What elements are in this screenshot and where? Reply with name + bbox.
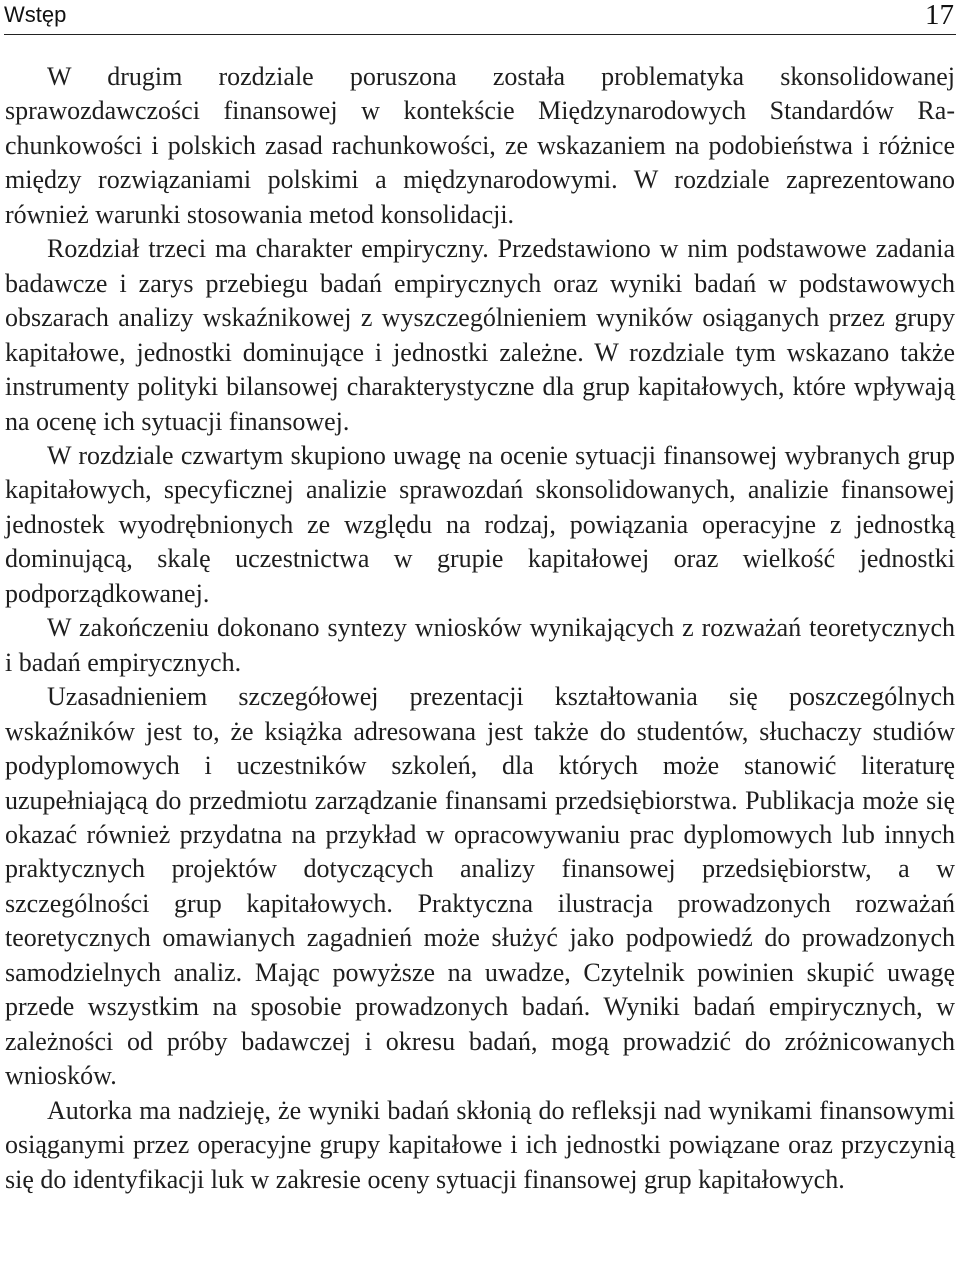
page-number: 17 xyxy=(925,0,954,31)
body-text xyxy=(5,60,955,1197)
running-header-title: Wstęp xyxy=(4,2,67,27)
paragraph: W drugim rozdziale poruszona została problematyka skonsolidowanej sprawozdawczości finansowej w kontekście Międzynarodowych Standardów Rachunkowości i polskich zasad rachunkowości, ze wskazaniem na podobieństwa i różnice między rozwiązaniami polskimi a międzynarodowymi. W rozdziale zaprezentowano również warunki stosowania metod konsolidacji. xyxy=(5,62,955,229)
paragraph: Rozdział trzeci ma charakter empiryczny. Przedstawiono w nim podstawowe zadania badawcze i zarys przebiegu badań empirycznych oraz wyniki badań w podstawowych obszarach analizy wskaźnikowej z wyszczególnieniem wyników osiąganych przez grupy kapitałowe, jednostki dominujące i jednostki zależne. W rozdziale tym wskazano także instrumenty polityki bilansowej charakterystyczne dla grup kapitałowych, które wpływają na ocenę ich sytuacji finansowej. xyxy=(5,234,955,436)
running-header xyxy=(4,0,956,35)
paragraph: W rozdziale czwartym skupiono uwagę na ocenie sytuacji finansowej wybranych grup kapitałowych, specyficznej analizie sprawozdań skonsolidowanych, analizie finansowej jednostek wyodrębnionych ze względu na rodzaj, powiązania operacyjne z jednostką dominującą, skalę uczestnictwa w grupie kapitałowej oraz wielkość jednostki podporządkowanej. xyxy=(5,440,955,608)
paragraph: W zakończeniu dokonano syntezy wniosków wynikających z rozważań teoretycznych i badań empirycznych. xyxy=(5,613,955,677)
paragraph: Autorka ma nadzieję, że wyniki badań skłonią do refleksji nad wynikami finansowymi osiąganymi przez operacyjne grupy kapitałowe i ich jednostki powiązane oraz przyczynią się do identyfikacji luk w zakresie oceny sytuacji finansowej grup kapitałowych. xyxy=(5,1095,955,1194)
paragraph: Uzasadnieniem szczegółowej prezentacji kształtowania się poszczególnych wskaźników jest to, że książka adresowana jest także do studentów, słuchaczy studiów podyplomowych i uczestników szkoleń, dla których może stanowić literaturę uzupełniającą do przedmiotu zarządzanie finansami przedsiębiorstwa. Publikacja może się okazać również przydatna na przykład w opracowywaniu prac dyplomowych lub innych praktycznych projektów dotyczących analizy finansowej przedsiębiorstw, a w szczególności grup kapitałowych. Praktyczna ilustracja prowadzonych rozważań teoretycznych omawianych zagadnień może służyć jako podpowiedź do prowadzonych samodzielnych analiz. Mając powyższe na uwadze, Czytelnik powinien skupić uwagę przede wszystkim na sposobie prowadzonych badań. Wyniki badań empirycznych, w zależności od próby badawczej i okresu badań, mogą prowadzić do zróżnicowanych wniosków. xyxy=(5,682,955,1091)
